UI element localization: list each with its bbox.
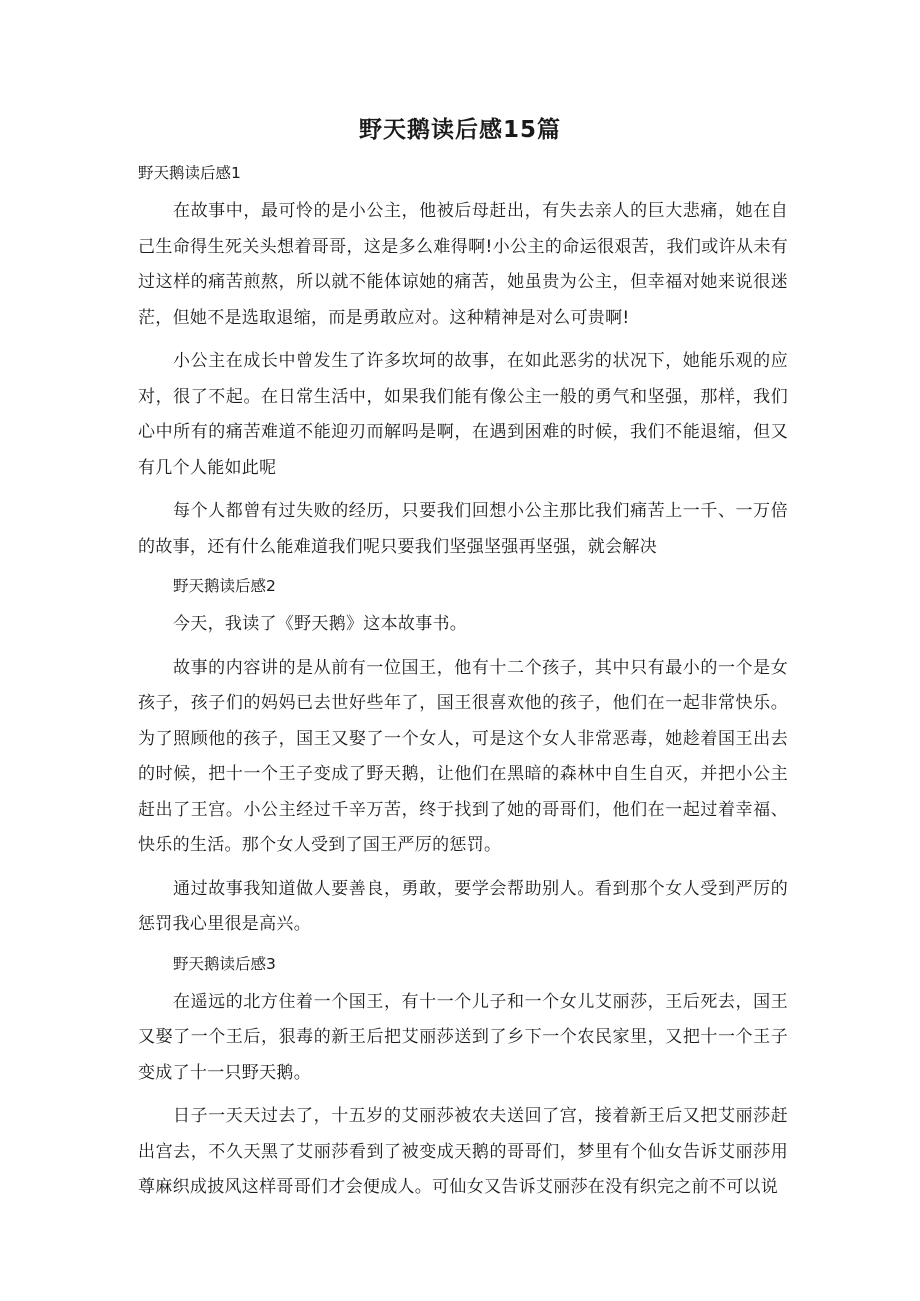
section-heading: 野天鹅读后感3 (173, 954, 276, 973)
section-2 (138, 573, 788, 943)
paragraph: 每个人都曾有过失败的经历，只要我们回想小公主那比我们痛苦上一千、一万倍的故事，还有什么能难道我们呢只要我们坚强坚强再坚强，就会解决 (138, 501, 788, 557)
section-3 (138, 951, 788, 1206)
section-heading: 野天鹅读后感2 (173, 577, 276, 595)
paragraph: 小公主在成长中曾发生了许多坎坷的故事，在如此恶劣的状况下，她能乐观的应对，很了不起。在日常生活中，如果我们能有像公主一般的勇气和坚强，那样，我们心中所有的痛苦难道不能迎刃而解吗是啊，在遇到困难的时候，我们不能退缩，但又有几个人能如此呢 (138, 351, 788, 478)
paragraph: 通过故事我知道做人要善良，勇敢，要学会帮助别人。看到那个女人受到严厉的惩罚我心里很是高兴。 (138, 878, 788, 934)
document-body (138, 160, 788, 1214)
paragraph: 在遥远的北方住着一个国王，有十一个儿子和一个女儿艾丽莎，王后死去，国王又娶了一个王后，狠毒的新王后把艾丽莎送到了乡下一个农民家里，又把十一个王子变成了十一只野天鹅。 (138, 991, 788, 1083)
paragraph: 故事的内容讲的是从前有一位国王，他有十二个孩子，其中只有最小的一个是女孩子，孩子们的妈妈已去世好些年了，国王很喜欢他的孩子，他们在一起非常快乐。为了照顾他的孩子，国王又娶了一个女人，可是这个女人非常恶毒，她趁着国王出去的时候，把十一个王子变成了野天鹅，让他们在黑暗的森林中自生自灭，并把小公主赶出了王宫。小公主经过千辛万苦，终于找到了她的哥哥们，他们在一起过着幸福、快乐的生活。那个女人受到了国王严厉的惩罚。 (138, 657, 788, 855)
paragraph: 在故事中，最可怜的是小公主，他被后母赶出，有失去亲人的巨大悲痛，她在自己生命得生死关头想着哥哥，这是多么难得啊!小公主的命运很艰苦，我们或许从未有过这样的痛苦煎熬，所以就不能体谅她的痛苦，她虽贵为公主，但幸福对她来说很迷茫，但她不是选取退缩，而是勇敢应对。这种精神是对么可贵啊! (138, 201, 788, 328)
document-title: 野天鹅读后感15篇 (358, 117, 561, 143)
paragraph: 今天，我读了《野天鹅》这本故事书。 (173, 614, 468, 634)
paragraph: 日子一天天过去了，十五岁的艾丽莎被农夫送回了宫，接着新王后又把艾丽莎赶出宫去，不久天黑了艾丽莎看到了被变成天鹅的哥哥们，梦里有个仙女告诉艾丽莎用尊麻织成披风这样哥哥们才会便成人。可仙女又告诉艾丽莎在没有织完之前不可以说 (138, 1106, 788, 1197)
section-1 (138, 160, 788, 565)
section-heading: 野天鹅读后感1 (138, 164, 241, 182)
